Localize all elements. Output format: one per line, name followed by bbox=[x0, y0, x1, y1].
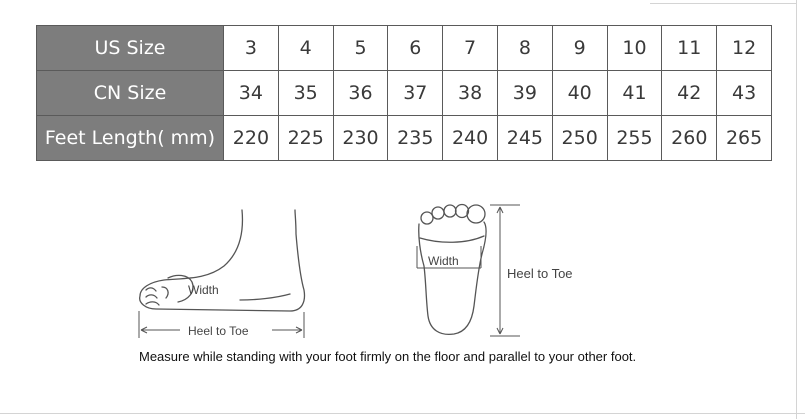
table-cell: 240 bbox=[443, 116, 498, 161]
table-cell: 265 bbox=[717, 116, 772, 161]
table-cell: 11 bbox=[662, 26, 717, 71]
table-cell: 42 bbox=[662, 71, 717, 116]
table-cell: 10 bbox=[607, 26, 662, 71]
table-cell: 225 bbox=[278, 116, 333, 161]
table-cell: 6 bbox=[388, 26, 443, 71]
table-cell: 38 bbox=[443, 71, 498, 116]
side-width-label: Width bbox=[188, 283, 219, 297]
table-cell: 9 bbox=[552, 26, 607, 71]
table-cell: 235 bbox=[388, 116, 443, 161]
table-cell: 35 bbox=[278, 71, 333, 116]
table-cell: 39 bbox=[497, 71, 552, 116]
table-cell: 37 bbox=[388, 71, 443, 116]
table-cell: 220 bbox=[224, 116, 279, 161]
table-cell: 255 bbox=[607, 116, 662, 161]
top-foot-illustration bbox=[419, 205, 486, 335]
table-cell: 43 bbox=[717, 71, 772, 116]
measure-instruction: Measure while standing with your foot firmly on the floor and parallel to your other foot. bbox=[139, 349, 637, 364]
table-cell: 36 bbox=[333, 71, 388, 116]
row-header: US Size bbox=[37, 26, 224, 71]
table-cell: 12 bbox=[717, 26, 772, 71]
table-cell: 7 bbox=[443, 26, 498, 71]
top-length-label: Heel to Toe bbox=[507, 266, 573, 281]
table-cell: 245 bbox=[497, 116, 552, 161]
side-length-label: Heel to Toe bbox=[188, 324, 249, 338]
table-cell: 260 bbox=[662, 116, 717, 161]
table-cell: 230 bbox=[333, 116, 388, 161]
table-cell: 4 bbox=[278, 26, 333, 71]
table-cell: 5 bbox=[333, 26, 388, 71]
row-header: Feet Length( mm) bbox=[37, 116, 224, 161]
row-header: CN Size bbox=[37, 71, 224, 116]
side-foot-illustration bbox=[140, 210, 305, 311]
table-cell: 250 bbox=[552, 116, 607, 161]
table-cell: 41 bbox=[607, 71, 662, 116]
table-cell: 3 bbox=[224, 26, 279, 71]
table-cell: 8 bbox=[497, 26, 552, 71]
table-cell: 40 bbox=[552, 71, 607, 116]
table-cell: 34 bbox=[224, 71, 279, 116]
top-width-label: Width bbox=[428, 254, 459, 268]
